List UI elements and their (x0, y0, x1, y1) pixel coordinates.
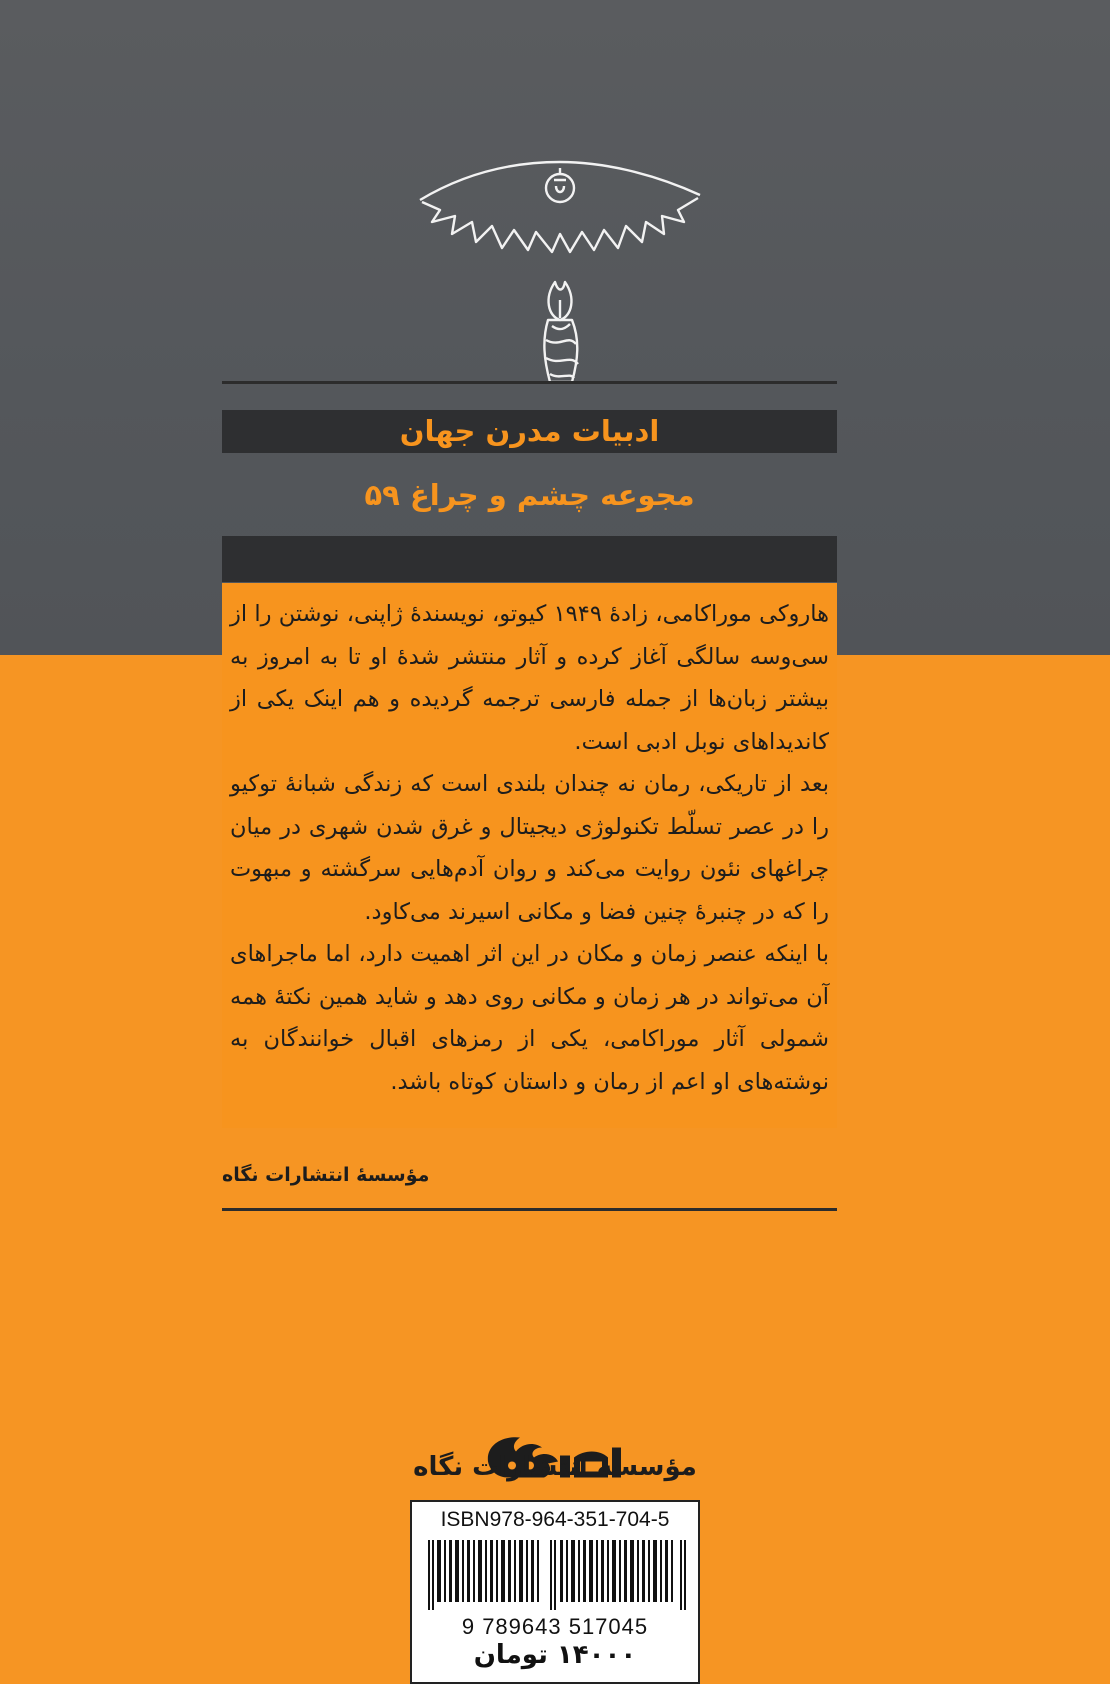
publisher-note: مؤسسهٔ انتشارات نگاه (222, 1164, 430, 1186)
blurb-paragraph-2: بعد از تاریکی، رمان نه چندان بلندی است که زندگی شبانهٔ توکیو را در عصر تسلّط تکنولوژی دیجیتال و غرق شدن شهری در میان چراغهای نئون روایت می‌کند و روان آدم‌هایی سرگشته و مبهوت را که در چنبرهٔ چنین فضا و مکانی اسیرند می‌کاود. (230, 771, 829, 925)
dark-divider-bar (222, 536, 837, 582)
isbn-text: ISBN978-964-351-704-5 (440, 1508, 670, 1531)
publisher-logo-caption: مؤسسهٔ انتشارات نگاه (413, 1452, 697, 1482)
eye-candle-emblem-icon (410, 150, 710, 390)
price-label: ۱۴۰۰۰ تومان (473, 1640, 637, 1670)
series-title: ادبیات مدرن جهان (222, 410, 837, 453)
bottom-rule (222, 1208, 837, 1211)
blurb-paragraph-1: هاروکی موراکامی، زادهٔ ۱۹۴۹ کیوتو، نویسندهٔ ژاپنی، نوشتن را از سی‌وسه سالگی آغاز کرده و آثار منتشر شدهٔ او تا به امروز به بیشتر زبان‌ها از جمله فارسی ترجمه گردیده و هم اینک یکی از کاندیداهای نوبل ادبی است. (230, 601, 829, 755)
top-rule (222, 381, 837, 384)
blurb-paragraph-3: با اینکه عنصر زمان و مکان در این اثر اهمیت دارد، اما ماجراهای آن می‌تواند در هر زمان و مکانی روی دهد و شاید همین نکتهٔ همه شمولی آثار موراکامی، یکی از رمزهای اقبال خوانندگان به نوشته‌های او اعم از رمان و داستان کوتاه باشد. (230, 941, 829, 1095)
barcode-box (410, 1500, 700, 1684)
blurb-text (222, 583, 837, 1128)
collection-label: مجوعه چشم و چراغ ۵۹ (364, 478, 695, 512)
barcode-bars-icon (426, 1540, 688, 1610)
barcode-digits: 9 789643 517045 (461, 1614, 649, 1639)
